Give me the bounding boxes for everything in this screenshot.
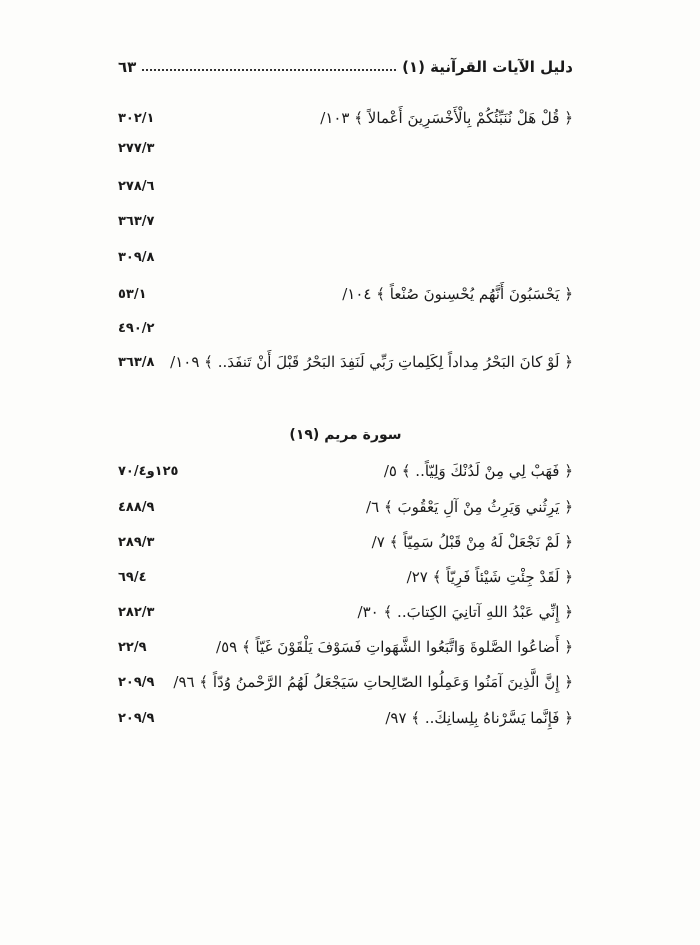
verse-text: ﴿ فَإِنَّما يَسَّرْناهُ بِلِسانِكَ.. ﴾ ٩٧/	[385, 709, 573, 727]
verse-row	[118, 242, 573, 272]
verse-row	[118, 703, 573, 733]
verse-reference: ٢٧٧/٣	[118, 140, 155, 156]
page-number: ٦٣	[118, 58, 137, 76]
verse-reference: ٢٧٨/٦	[118, 178, 155, 194]
verse-row	[118, 103, 573, 133]
verse-row	[118, 667, 573, 697]
verse-row	[118, 597, 573, 627]
verse-row	[118, 133, 573, 163]
verse-reference: ٥٣/١	[118, 286, 147, 302]
verse-text: ﴿ يَرِثُني وَيَرِثُ مِنْ آلِ يَعْقُوبَ ﴾ ٦/	[366, 498, 573, 516]
verse-text: ﴿ إِنَّ الَّذِينَ آمَنُوا وَعَمِلُوا الصّالِحاتِ سَيَجْعَلُ لَهُمُ الرَّحْمنُ وُدّاً ﴾ ٩٦/	[173, 673, 573, 691]
verse-text: ﴿ لَوْ كانَ البَحْرُ مِداداً لِكَلِماتِ رَبِّي لَنَفِدَ البَحْرُ قَبْلَ أَنْ تَنفَدَ.. ﴾ ١٠٩/	[170, 353, 573, 371]
verse-reference: ٢٨٩/٣	[118, 534, 155, 550]
verse-row	[118, 456, 573, 486]
verse-reference: ٤٩٠/٢	[118, 320, 155, 336]
verse-reference: ٣٠٢/١	[118, 110, 155, 126]
verse-text: ﴿ قُلْ هَلْ نُنَبِّئُكُمْ بِالْأَخْسَرِينَ أَعْمالاً ﴾ ١٠٣/	[320, 109, 573, 127]
verse-text: ﴿ لَمْ نَجْعَلْ لَهُ مِنْ قَبْلُ سَمِيّاً ﴾ ٧/	[371, 533, 573, 551]
verse-text: ﴿ لَقَدْ جِئْتِ شَيْئاً فَرِيّاً ﴾ ٢٧/	[406, 568, 573, 586]
running-header	[118, 54, 573, 80]
verse-reference: ٢٢/٩	[118, 639, 147, 655]
verse-row	[118, 206, 573, 236]
verse-reference: ٤٨٨/٩	[118, 499, 155, 515]
verse-text: ﴿ إِنِّي عَبْدُ اللهِ آتانِيَ الكِتابَ.. ﴾ ٣٠/	[357, 603, 573, 621]
verse-row	[118, 279, 573, 309]
verse-reference: ٣٦٣/٨	[118, 354, 155, 370]
verse-reference: ٢٨٢/٣	[118, 604, 155, 620]
verse-reference: ٢٠٩/٩	[118, 710, 155, 726]
header-dot-leader	[142, 69, 396, 71]
verse-text: ﴿ أَضاعُوا الصَّلوةَ وَاتَّبَعُوا الشَّهَواتِ فَسَوْفَ يَلْقَوْنَ غَيّاً ﴾ ٥٩/	[216, 638, 573, 656]
verse-row	[118, 632, 573, 662]
verse-reference: ١٢٥و٧٠/٤	[118, 463, 179, 479]
verse-text: ﴿ يَحْسَبُونَ أَنَّهُم يُحْسِنونَ صُنْعاً ﴾ ١٠٤/	[342, 285, 573, 303]
verse-reference: ٦٩/٤	[118, 569, 147, 585]
verse-row	[118, 527, 573, 557]
verse-row	[118, 492, 573, 522]
verse-text: ﴿ فَهَبْ لِي مِنْ لَدُنْكَ وَلِيّاً.. ﴾ ٥/	[383, 462, 573, 480]
verse-row	[118, 171, 573, 201]
header-title: دليل الآيات القرآنية (١)	[402, 58, 573, 76]
surah-title: سورة مريم (١٩)	[289, 427, 402, 443]
verse-reference: ٢٠٩/٩	[118, 674, 155, 690]
verse-row	[118, 347, 573, 377]
verse-reference: ٣٦٣/٧	[118, 213, 155, 229]
verse-reference: ٣٠٩/٨	[118, 249, 155, 265]
verse-row	[118, 313, 573, 343]
verse-row	[118, 562, 573, 592]
